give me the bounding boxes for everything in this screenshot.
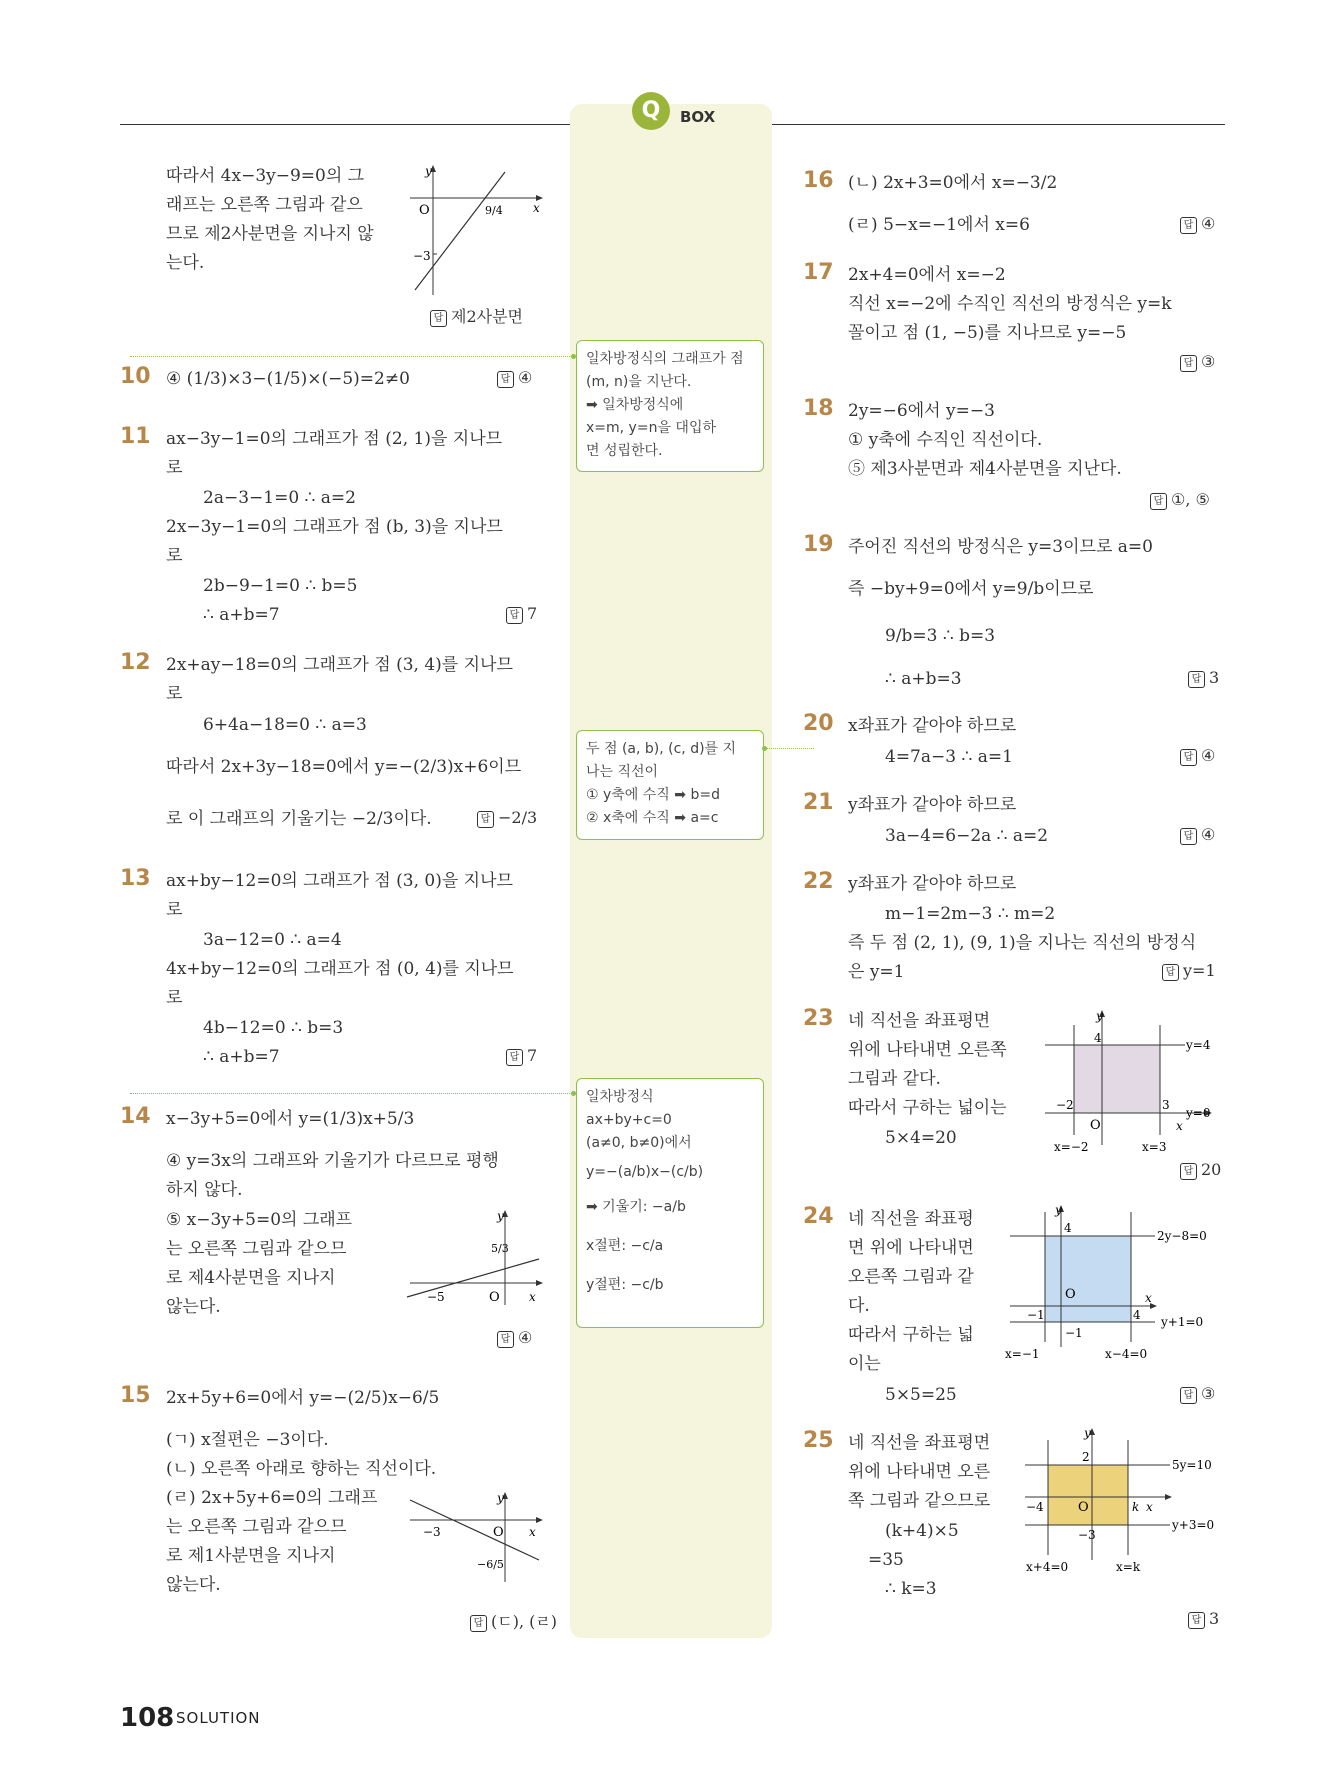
tick-x4: 4 [1133, 1308, 1141, 1322]
callout-line: ➡ 기울기: −a/b [586, 1199, 686, 1215]
text-line: 로 [166, 458, 183, 478]
line-label: x=−2 [1054, 1140, 1089, 1154]
box-label: BOX [680, 108, 716, 126]
tick-3: 3 [1162, 1098, 1170, 1112]
answer-p18 [1150, 490, 1210, 510]
answer-p9 [430, 304, 523, 327]
problem-number: 10 [120, 364, 151, 389]
text-line: x−3y+5=0에서 y=(1/3)x+5/3 [166, 1109, 415, 1129]
axis-x: x [1176, 1119, 1183, 1133]
callout-line: 면 성립한다. [586, 443, 663, 459]
callout-line: ➡ 일차방정식에 [586, 397, 684, 413]
origin: O [1078, 1500, 1089, 1515]
origin: O [419, 203, 430, 218]
text-line: (ㄴ) 오른쪽 아래로 향하는 직선이다. [166, 1459, 437, 1479]
answer-mark: 답 [1188, 671, 1205, 688]
tick-4: 4 [1064, 1221, 1072, 1235]
text-line: 5×5=25 [885, 1385, 957, 1405]
problem-number: 18 [803, 396, 834, 421]
tick-neg3: −3 [1078, 1528, 1096, 1542]
text-line: 2x+ay−18=0의 그래프가 점 (3, 4)를 지나므 [166, 655, 513, 675]
text-line: 로 제4사분면을 지나지 [166, 1268, 336, 1288]
answer-mark: 답 [1180, 1387, 1197, 1404]
problem-number: 15 [120, 1383, 151, 1408]
answer-mark: 답 [1180, 355, 1197, 372]
problem-number: 25 [803, 1428, 834, 1453]
text-line: 따라서 4x−3y−9=0의 그 [166, 166, 365, 186]
callout-line: y절편: −c/b [586, 1277, 664, 1293]
line-label: 5y=10 [1172, 1458, 1212, 1472]
problem-number: 20 [803, 711, 834, 736]
problem-number: 21 [803, 790, 834, 815]
origin: O [1090, 1118, 1101, 1133]
answer-text: ④ [518, 368, 533, 387]
callout-line: 일차방정식의 그래프가 점 [586, 351, 744, 367]
answer-p19 [1188, 668, 1219, 688]
problem-number: 13 [120, 866, 151, 891]
problem-number: 22 [803, 869, 834, 894]
callout-line: ax+by+c=0 [586, 1112, 672, 1128]
graph-p9 [405, 160, 545, 300]
text-line: 로 [166, 546, 183, 566]
answer-p13 [506, 1046, 537, 1066]
axis-y: y [425, 164, 432, 178]
line-label: x=3 [1142, 1140, 1167, 1154]
text-line: 는다. [166, 253, 205, 273]
text-line: 하지 않다. [166, 1180, 243, 1200]
answer-p20 [1180, 746, 1215, 766]
text-line: 네 직선을 좌표평면 [848, 1011, 991, 1031]
text-line: x좌표가 같아야 하므로 [848, 716, 1017, 736]
problem-number: 24 [803, 1204, 834, 1229]
x-intercept: −5 [427, 1290, 445, 1304]
text-line: 은 y=1 [848, 962, 905, 982]
answer-p10 [497, 368, 532, 388]
callout-line: y=−(a/b)x−(c/b) [586, 1164, 704, 1180]
axis-x: x [533, 201, 540, 215]
text-line: 따라서 구하는 넓이는 [848, 1098, 1007, 1118]
axis-x: x [1145, 1291, 1152, 1305]
line-label: y=4 [1186, 1038, 1211, 1052]
answer-mark: 답 [1188, 1612, 1205, 1629]
text-line: 는 오른쪽 그림과 같으므 [166, 1239, 347, 1259]
tick-neg4: −4 [1026, 1500, 1044, 1514]
text-line: 4x+by−12=0의 그래프가 점 (0, 4)를 지나므 [166, 959, 514, 979]
line-label: 2y−8=0 [1157, 1229, 1207, 1243]
text-line: 2b−9−1=0 ∴ b=5 [203, 576, 358, 596]
text-line: m−1=2m−3 ∴ m=2 [885, 904, 1056, 924]
callout-line: 나는 직선이 [586, 764, 659, 780]
answer-p25 [1188, 1609, 1219, 1629]
problem-number: 19 [803, 532, 834, 557]
connector [130, 356, 576, 357]
callout-line: x=m, y=n을 대입하 [586, 420, 716, 436]
axis-y: y [497, 1491, 504, 1505]
callout-line: ② x축에 수직 ➡ a=c [586, 810, 719, 826]
graph-p23 [1040, 1005, 1230, 1155]
answer-p22 [1162, 961, 1216, 981]
text-line: 9/b=3 ∴ b=3 [885, 626, 996, 646]
text-line: 3a−4=6−2a ∴ a=2 [885, 826, 1049, 846]
axis-x: x [529, 1525, 536, 1539]
connector-dot [571, 1091, 576, 1096]
graph-p14 [405, 1205, 545, 1310]
text-line: (ㄴ) 2x+3=0에서 x=−3/2 [848, 173, 1058, 193]
text-line: ∴ a+b=7 [203, 605, 280, 625]
axis-y: y [1084, 1426, 1091, 1440]
q-badge: Q [632, 92, 670, 130]
answer-mark: 답 [1180, 217, 1197, 234]
text-line: 네 직선을 좌표평 [848, 1209, 974, 1229]
problem-number: 11 [120, 424, 151, 449]
text-line: 주어진 직선의 방정식은 y=3이므로 a=0 [848, 537, 1153, 557]
text-line: 2a−3−1=0 ∴ a=2 [203, 488, 356, 508]
text-line: ④ (1/3)×3−(1/5)×(−5)=2≠0 [166, 369, 410, 389]
answer-mark: 답 [1162, 964, 1179, 981]
callout-line: x절편: −c/a [586, 1238, 664, 1254]
answer-mark: 답 [497, 1331, 514, 1348]
answer-text: ④ [1201, 746, 1216, 765]
text-line: ④ y=3x의 그래프와 기울기가 다르므로 평행 [166, 1151, 499, 1171]
answer-text: ①, ⑤ [1171, 490, 1210, 509]
answer-text: ③ [1201, 352, 1216, 371]
answer-p24 [1180, 1384, 1215, 1404]
text-line: 4b−12=0 ∴ b=3 [203, 1018, 344, 1038]
text-line: 4=7a−3 ∴ a=1 [885, 747, 1013, 767]
origin: O [1065, 1287, 1076, 1302]
problem-number: 17 [803, 260, 834, 285]
line-label: y+3=0 [1172, 1518, 1215, 1532]
text-line: 이는 [848, 1354, 881, 1374]
text-line: 즉 두 점 (2, 1), (9, 1)을 지나는 직선의 방정식 [848, 933, 1197, 953]
tick-4: 4 [1094, 1031, 1102, 1045]
graph-p24 [1005, 1202, 1230, 1362]
callout-line: (a≠0, b≠0)에서 [586, 1135, 692, 1151]
text-line: 2x+4=0에서 x=−2 [848, 265, 1006, 285]
tick-neg2: −2 [1056, 1098, 1074, 1112]
text-line: y좌표가 같아야 하므로 [848, 874, 1017, 894]
callout-line: ① y축에 수직 ➡ b=d [586, 787, 720, 803]
axis-y: y [1096, 1009, 1103, 1023]
text-line: 따라서 구하는 넓 [848, 1325, 974, 1345]
text-line: 따라서 2x+3y−18=0에서 y=−(2/3)x+6이므 [166, 757, 522, 777]
answer-text: ④ [1201, 214, 1216, 233]
answer-p11 [506, 604, 537, 624]
text-line: 2y=−6에서 y=−3 [848, 401, 995, 421]
qbox-strip [570, 104, 772, 1638]
callout-graph-point [576, 340, 764, 472]
text-line: 다. [848, 1296, 870, 1316]
answer-p23 [1180, 1160, 1221, 1180]
line-label: x=k [1116, 1560, 1141, 1574]
answer-mark: 답 [1180, 828, 1197, 845]
axis-y: y [1055, 1203, 1062, 1217]
text-line: 꼴이고 점 (1, −5)를 지나므로 y=−5 [848, 323, 1127, 343]
problem-number: 16 [803, 168, 834, 193]
answer-mark: 답 [477, 811, 494, 828]
text-line: 위에 나타내면 오른 [848, 1462, 991, 1482]
connector-dot [762, 746, 767, 751]
answer-mark: 답 [506, 607, 523, 624]
answer-p17 [1180, 352, 1215, 372]
axis-x: x [529, 1290, 536, 1304]
axis-x: x [1146, 1500, 1153, 1514]
answer-p21 [1180, 825, 1215, 845]
answer-text: 3 [1209, 668, 1220, 687]
origin: O [489, 1290, 500, 1305]
answer-text: 제2사분면 [451, 307, 524, 326]
text-line: (ㄱ) x절편은 −3이다. [166, 1430, 329, 1450]
answer-text: (ㄷ), (ㄹ) [491, 1612, 558, 1631]
text-line: 로 [166, 684, 183, 704]
text-line: ∴ a+b=3 [885, 669, 962, 689]
text-line: 2x−3y−1=0의 그래프가 점 (b, 3)을 지나므 [166, 517, 503, 537]
problem-number: 12 [120, 650, 151, 675]
answer-text: ④ [1201, 825, 1216, 844]
text-line: 로 제1사분면을 지나지 [166, 1546, 336, 1566]
line-label: x=−1 [1005, 1347, 1040, 1361]
y-intercept: 5/3 [491, 1242, 509, 1255]
text-line: ① y축에 수직인 직선이다. [848, 430, 1043, 450]
text-line: (ㄹ) 5−x=−1에서 x=6 [848, 215, 1030, 235]
origin: O [493, 1525, 504, 1540]
text-line: 로 [166, 900, 183, 920]
answer-mark: 답 [470, 1615, 487, 1632]
tick-k: k [1132, 1500, 1140, 1514]
text-line: 그림과 같다. [848, 1069, 941, 1089]
answer-mark: 답 [497, 371, 514, 388]
text-line: ax−3y−1=0의 그래프가 점 (2, 1)을 지나므 [166, 429, 503, 449]
y-intercept: −6/5 [477, 1558, 504, 1571]
text-line: ∴ a+b=7 [203, 1047, 280, 1067]
line-label: y=0 [1186, 1106, 1211, 1120]
connector-dot [571, 354, 576, 359]
text-line: 3a−12=0 ∴ a=4 [203, 930, 342, 950]
answer-mark: 답 [1180, 749, 1197, 766]
answer-text: 7 [527, 604, 538, 623]
tick-y-neg1: −1 [1065, 1326, 1083, 1340]
line-label: x+4=0 [1026, 1560, 1069, 1574]
answer-text: −2/3 [498, 808, 538, 827]
text-line: 네 직선을 좌표평면 [848, 1433, 991, 1453]
answer-text: 3 [1209, 1609, 1220, 1628]
text-line: 5×4=20 [885, 1128, 957, 1148]
y-intercept: −3 [413, 249, 431, 263]
answer-text: 20 [1201, 1160, 1222, 1179]
text-line: 6+4a−18=0 ∴ a=3 [203, 715, 367, 735]
answer-p12 [477, 808, 537, 828]
text-line: 래프는 오른쪽 그림과 같으 [166, 195, 363, 215]
text-line: y좌표가 같아야 하므로 [848, 795, 1017, 815]
text-line: 위에 나타내면 오른쪽 [848, 1040, 1007, 1060]
answer-text: ④ [518, 1328, 533, 1347]
footer-label: SOLUTION [176, 1709, 261, 1727]
problem-number: 14 [120, 1104, 151, 1129]
answer-text: ③ [1201, 1384, 1216, 1403]
text-line: 즉 −by+9=0에서 y=9/b이므로 [848, 579, 1094, 599]
text-line: 로 이 그래프의 기울기는 −2/3이다. [166, 809, 432, 829]
page-number: 108 [120, 1703, 175, 1733]
text-line: 않는다. [166, 1575, 221, 1595]
text-line: (ㄹ) 2x+5y+6=0의 그래프 [166, 1488, 378, 1508]
text-line: 2x+5y+6=0에서 y=−(2/5)x−6/5 [166, 1388, 440, 1408]
answer-mark: 답 [506, 1049, 523, 1066]
problem-number: 23 [803, 1006, 834, 1031]
callout-line: (m, n)을 지난다. [586, 374, 692, 390]
text-line: ⑤ 제3사분면과 제4사분면을 지난다. [848, 459, 1122, 479]
text-line: 는 오른쪽 그림과 같으므 [166, 1517, 347, 1537]
text-line: 므로 제2사분면을 지나지 않 [166, 224, 374, 244]
line-label: y+1=0 [1161, 1315, 1204, 1329]
connector [764, 748, 814, 749]
tick-2: 2 [1082, 1450, 1090, 1464]
connector [130, 1093, 576, 1094]
text-line: 오른쪽 그림과 같 [848, 1267, 974, 1287]
answer-p14 [497, 1328, 532, 1348]
callout-line: 두 점 (a, b), (c, d)를 지 [586, 741, 737, 757]
answer-text: 7 [527, 1046, 538, 1065]
x-intercept: 9/4 [485, 204, 503, 217]
tick-neg1: −1 [1027, 1308, 1045, 1322]
answer-mark: 답 [1180, 1163, 1197, 1180]
text-line: 않는다. [166, 1297, 221, 1317]
text-line: ⑤ x−3y+5=0의 그래프 [166, 1210, 353, 1230]
text-line: 로 [166, 988, 183, 1008]
callout-line: 일차방정식 [586, 1089, 654, 1105]
graph-p25 [1020, 1425, 1230, 1575]
answer-mark: 답 [430, 310, 447, 327]
axis-y: y [497, 1209, 504, 1223]
text-line: ax+by−12=0의 그래프가 점 (3, 0)을 지나므 [166, 871, 513, 891]
text-line: 면 위에 나타내면 [848, 1238, 974, 1258]
answer-text: y=1 [1183, 961, 1216, 980]
line-label: x−4=0 [1105, 1347, 1148, 1361]
answer-p15 [470, 1609, 557, 1632]
x-intercept: −3 [423, 1525, 441, 1539]
text-line: 쪽 그림과 같으므로 [848, 1491, 991, 1511]
answer-p16 [1180, 214, 1215, 234]
answer-mark: 답 [1150, 493, 1167, 510]
graph-p15 [405, 1490, 545, 1585]
text-line: =35 [868, 1550, 904, 1570]
text-line: (k+4)×5 [885, 1521, 959, 1541]
text-line: ∴ k=3 [885, 1579, 937, 1599]
callout-linear-eq [576, 1078, 764, 1328]
callout-two-points [576, 730, 764, 840]
text-line: 직선 x=−2에 수직인 직선의 방정식은 y=k [848, 294, 1172, 314]
